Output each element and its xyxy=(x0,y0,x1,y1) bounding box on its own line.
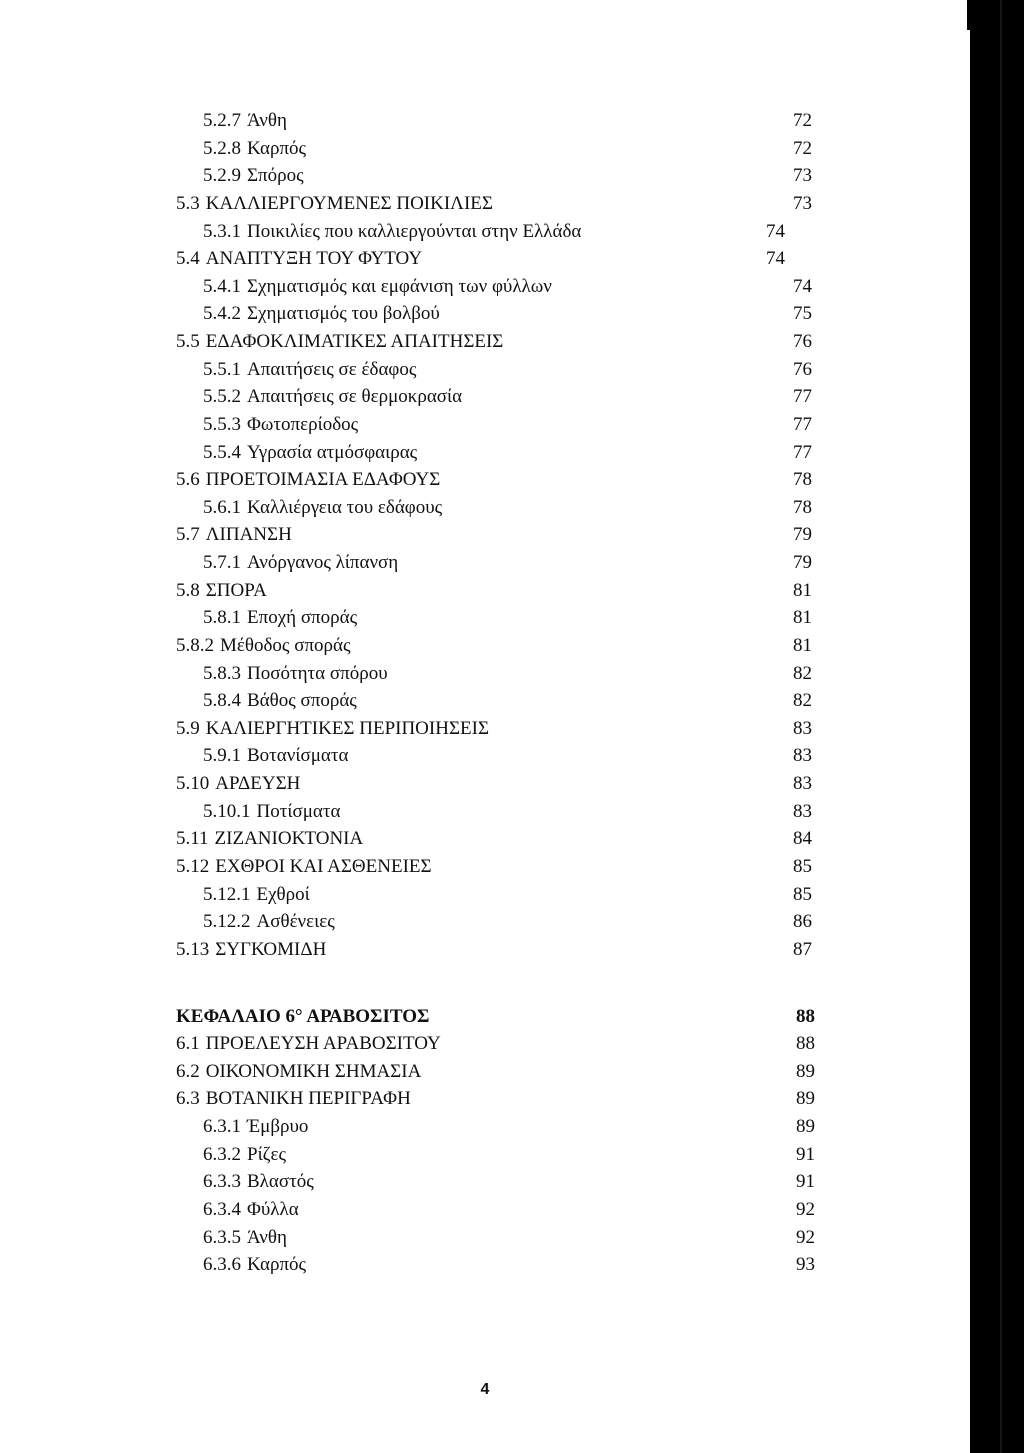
toc-entry xyxy=(176,1031,441,1057)
toc-entry-page: 93 xyxy=(796,1254,815,1275)
toc-entry xyxy=(203,743,348,769)
toc-entry-page: 77 xyxy=(793,442,812,463)
toc-entry xyxy=(203,605,357,631)
toc-entry-title: Καρπός xyxy=(247,1254,307,1275)
toc-entry-number: 5.5.4 xyxy=(203,442,241,463)
toc-entry xyxy=(176,937,326,963)
toc-entry-page: 78 xyxy=(793,469,812,490)
toc-entry-title: Βλαστός xyxy=(247,1171,314,1192)
toc-entry-number: 5.13 xyxy=(176,939,210,960)
toc-entry xyxy=(176,854,432,880)
toc-entry-number: 5.8.2 xyxy=(176,635,214,656)
toc-entry xyxy=(203,882,310,908)
toc-entry xyxy=(203,274,552,300)
toc-entry-title: ΣΥΓΚΟΜΙΔΗ xyxy=(215,939,327,960)
toc-entry-title: Φύλλα xyxy=(247,1199,299,1220)
toc-entry xyxy=(203,440,417,466)
toc-entry-page: 89 xyxy=(796,1061,815,1082)
toc-entry-title: ΚΑΛΙΕΡΓΗΤΙΚΕΣ ΠΕΡΙΠΟΙΗΣΕΙΣ xyxy=(205,718,490,739)
toc-entry-title: Εχθροί xyxy=(256,884,310,905)
toc-entry xyxy=(203,1114,308,1140)
toc-entry-page: 86 xyxy=(793,911,812,932)
toc-entry-page: 92 xyxy=(796,1227,815,1248)
toc-entry-title: Καρπός xyxy=(247,138,307,159)
toc-entry-page: 85 xyxy=(793,856,812,877)
toc-entry-number: 5.10 xyxy=(176,773,210,794)
toc-entry-title: ΑΝΑΠΤΥΞΗ ΤΟΥ ΦΥΤΟΥ xyxy=(205,248,423,269)
toc-entry-page: 87 xyxy=(793,939,812,960)
toc-entry-number: 5.7.1 xyxy=(203,552,241,573)
toc-entry-title: Ποσότητα σπόρου xyxy=(247,663,388,684)
toc-entry-title: Ρίζες xyxy=(247,1144,287,1165)
toc-entry xyxy=(203,384,462,410)
toc-entry-number: 5.6 xyxy=(176,469,200,490)
toc-entry-number: 6.3.2 xyxy=(203,1144,241,1165)
toc-entry-title: ΟΙΚΟΝΟΜΙΚΗ ΣΗΜΑΣΙΑ xyxy=(205,1061,422,1082)
toc-entry-number: 5.12.2 xyxy=(203,911,251,932)
toc-entry-page: 72 xyxy=(793,138,812,159)
toc-entry-page: 77 xyxy=(793,386,812,407)
toc-entry-title: ΕΧΘΡΟΙ ΚΑΙ ΑΣΘΕΝΕΙΕΣ xyxy=(215,856,432,877)
toc-entry-number: 5.4 xyxy=(176,248,200,269)
toc-entry-title: ΛΙΠΑΝΣΗ xyxy=(205,524,292,545)
page-number: 4 xyxy=(480,1381,490,1398)
toc-entry xyxy=(203,495,442,521)
toc-entry xyxy=(203,1225,287,1251)
toc-entry-page: 89 xyxy=(796,1088,815,1109)
toc-entry xyxy=(203,357,416,383)
toc-entry xyxy=(176,578,267,604)
toc-entry xyxy=(203,219,581,245)
toc-entry-page: 76 xyxy=(793,359,812,380)
toc-entry-title: Υγρασία ατμόσφαιρας xyxy=(247,442,418,463)
toc-entry-number: 6.3.1 xyxy=(203,1116,241,1137)
toc-entry-page: 83 xyxy=(793,745,812,766)
toc-entry-page: 78 xyxy=(793,497,812,518)
scan-border-line xyxy=(1000,0,1002,1453)
toc-entry-number: 5.5.2 xyxy=(203,386,241,407)
toc-entry xyxy=(203,688,357,714)
toc-entry-number: 6.3.3 xyxy=(203,1171,241,1192)
toc-entry-page: 88 xyxy=(796,1006,815,1027)
toc-entry xyxy=(176,1086,411,1112)
toc-entry-number: 5.12.1 xyxy=(203,884,251,905)
toc-entry xyxy=(176,246,422,272)
toc-entry xyxy=(176,826,363,852)
toc-entry-title: ΑΡΔΕΥΣΗ xyxy=(215,773,301,794)
toc-entry-page: 79 xyxy=(793,524,812,545)
toc-entry xyxy=(203,163,304,189)
toc-entry-number: 5.5 xyxy=(176,331,200,352)
toc-entry-title: Απαιτήσεις σε έδαφος xyxy=(247,359,417,380)
toc-entry-page: 75 xyxy=(793,303,812,324)
toc-entry-title: ΖΙΖΑΝΙΟΚΤΟΝΙΑ xyxy=(214,828,364,849)
toc-entry-title: Άνθη xyxy=(247,1227,287,1248)
toc-entry xyxy=(203,1197,299,1223)
toc-entry xyxy=(203,1252,306,1278)
toc-entry-title: ΣΠΟΡΑ xyxy=(205,580,267,601)
toc-entry-title: ΠΡΟΕΤΟΙΜΑΣΙΑ ΕΔΑΦΟΥΣ xyxy=(205,469,441,490)
toc-entry-title: ΠΡΟΕΛΕΥΣΗ ΑΡΑΒΟΣΙΤΟΥ xyxy=(205,1033,441,1054)
toc-entry-number: 5.4.1 xyxy=(203,276,241,297)
toc-entry xyxy=(176,633,351,659)
toc-entry-number: 5.4.2 xyxy=(203,303,241,324)
toc-entry-page: 82 xyxy=(793,663,812,684)
toc-entry-number: 6.3.5 xyxy=(203,1227,241,1248)
toc-entry-page: 88 xyxy=(796,1033,815,1054)
toc-entry-title: ΚΕΦΑΛΑΙΟ 6° ΑΡΑΒΟΣΙΤΟΣ xyxy=(176,1006,430,1027)
toc-entry-number: 5.3.1 xyxy=(203,221,241,242)
toc-entry-title: Καλλιέργεια του εδάφους xyxy=(247,497,443,518)
page-edge-line xyxy=(967,30,970,1453)
toc-entry-title: Ποικιλίες που καλλιεργούνται στην Ελλάδα xyxy=(247,221,582,242)
toc-entry-page: 84 xyxy=(793,828,812,849)
toc-entry-page: 83 xyxy=(793,801,812,822)
toc-entry-number: 6.1 xyxy=(176,1033,200,1054)
toc-entry-number: 5.7 xyxy=(176,524,200,545)
toc-entry-page: 89 xyxy=(796,1116,815,1137)
toc-entry-number: 5.12 xyxy=(176,856,210,877)
toc-entry-number: 6.2 xyxy=(176,1061,200,1082)
toc-entry-page: 74 xyxy=(766,248,785,269)
toc-entry-title: Μέθοδος σποράς xyxy=(220,635,351,656)
toc-entry-title: ΒΟΤΑΝΙΚΗ ΠΕΡΙΓΡΑΦΗ xyxy=(205,1088,411,1109)
toc-entry xyxy=(203,1169,314,1195)
toc-entry-number: 5.5.1 xyxy=(203,359,241,380)
toc-entry-number: 5.9.1 xyxy=(203,745,241,766)
toc-entry xyxy=(176,1059,421,1085)
toc-entry-title: Ανόργανος λίπανση xyxy=(247,552,399,573)
toc-entry xyxy=(203,108,287,134)
toc-entry-number: 6.3.4 xyxy=(203,1199,241,1220)
toc-entry-number: 5.9 xyxy=(176,718,200,739)
toc-entry-page: 92 xyxy=(796,1199,815,1220)
toc-entry-number: 5.11 xyxy=(176,828,209,849)
toc-entry-page: 85 xyxy=(793,884,812,905)
toc-entry xyxy=(176,1004,429,1030)
toc-entry-page: 91 xyxy=(796,1171,815,1192)
toc-entry-number: 5.6.1 xyxy=(203,497,241,518)
toc-entry xyxy=(176,522,292,548)
toc-entry-page: 83 xyxy=(793,773,812,794)
toc-entry-number: 5.2.9 xyxy=(203,165,241,186)
toc-entry xyxy=(203,136,306,162)
toc-entry-title: Ποτίσματα xyxy=(256,801,341,822)
toc-entry-page: 81 xyxy=(793,607,812,628)
toc-entry-title: ΚΑΛΛΙΕΡΓΟΥΜΕΝΕΣ ΠΟΙΚΙΛΙΕΣ xyxy=(205,193,493,214)
toc-entry xyxy=(176,329,503,355)
toc-entry xyxy=(203,661,388,687)
toc-entry-page: 77 xyxy=(793,414,812,435)
toc-entry xyxy=(203,799,340,825)
toc-entry-number: 5.5.3 xyxy=(203,414,241,435)
toc-entry-title: Βοτανίσματα xyxy=(247,745,349,766)
toc-entry-page: 79 xyxy=(793,552,812,573)
toc-entry-title: Άνθη xyxy=(247,110,287,131)
toc-entry-title: Σχηματισμός του βολβού xyxy=(247,303,440,324)
toc-entry-number: 5.2.7 xyxy=(203,110,241,131)
toc-entry-page: 83 xyxy=(793,718,812,739)
toc-entry xyxy=(176,716,489,742)
toc-entry-page: 91 xyxy=(796,1144,815,1165)
toc-entry-number: 5.8.3 xyxy=(203,663,241,684)
toc-entry-title: Βάθος σποράς xyxy=(247,690,357,711)
toc-entry-number: 6.3.6 xyxy=(203,1254,241,1275)
toc-entry-title: Εποχή σποράς xyxy=(247,607,358,628)
toc-entry-title: Φωτοπερίοδος xyxy=(247,414,359,435)
toc-entry-number: 5.8 xyxy=(176,580,200,601)
toc-entry xyxy=(176,771,300,797)
toc-entry-title: Έμβρυο xyxy=(247,1116,309,1137)
toc-entry-page: 74 xyxy=(766,221,785,242)
toc-entry-title: ΕΔΑΦΟΚΛΙΜΑΤΙΚΕΣ ΑΠΑΙΤΗΣΕΙΣ xyxy=(205,331,504,352)
toc-entry-title: Ασθένειες xyxy=(256,911,335,932)
toc-entry-page: 72 xyxy=(793,110,812,131)
toc-entry-page: 73 xyxy=(793,165,812,186)
toc-entry xyxy=(176,191,493,217)
toc-entry xyxy=(203,909,335,935)
toc-entry-title: Σχηματισμός και εμφάνιση των φύλλων xyxy=(247,276,552,297)
toc-entry-number: 5.8.1 xyxy=(203,607,241,628)
toc-entry xyxy=(176,467,440,493)
toc-entry xyxy=(203,412,358,438)
toc-entry-number: 5.8.4 xyxy=(203,690,241,711)
toc-entry-page: 82 xyxy=(793,690,812,711)
toc-entry-page: 73 xyxy=(793,193,812,214)
toc-entry xyxy=(203,550,398,576)
toc-entry-page: 74 xyxy=(793,276,812,297)
toc-entry-page: 81 xyxy=(793,635,812,656)
toc-entry-title: Σπόρος xyxy=(247,165,304,186)
toc-entry-page: 76 xyxy=(793,331,812,352)
toc-entry-number: 6.3 xyxy=(176,1088,200,1109)
toc-entry-number: 5.3 xyxy=(176,193,200,214)
toc-entry-page: 81 xyxy=(793,580,812,601)
toc-entry-number: 5.10.1 xyxy=(203,801,251,822)
toc-entry-number: 5.2.8 xyxy=(203,138,241,159)
toc-entry xyxy=(203,301,440,327)
toc-entry xyxy=(203,1142,286,1168)
toc-entry-title: Απαιτήσεις σε θερμοκρασία xyxy=(247,386,463,407)
